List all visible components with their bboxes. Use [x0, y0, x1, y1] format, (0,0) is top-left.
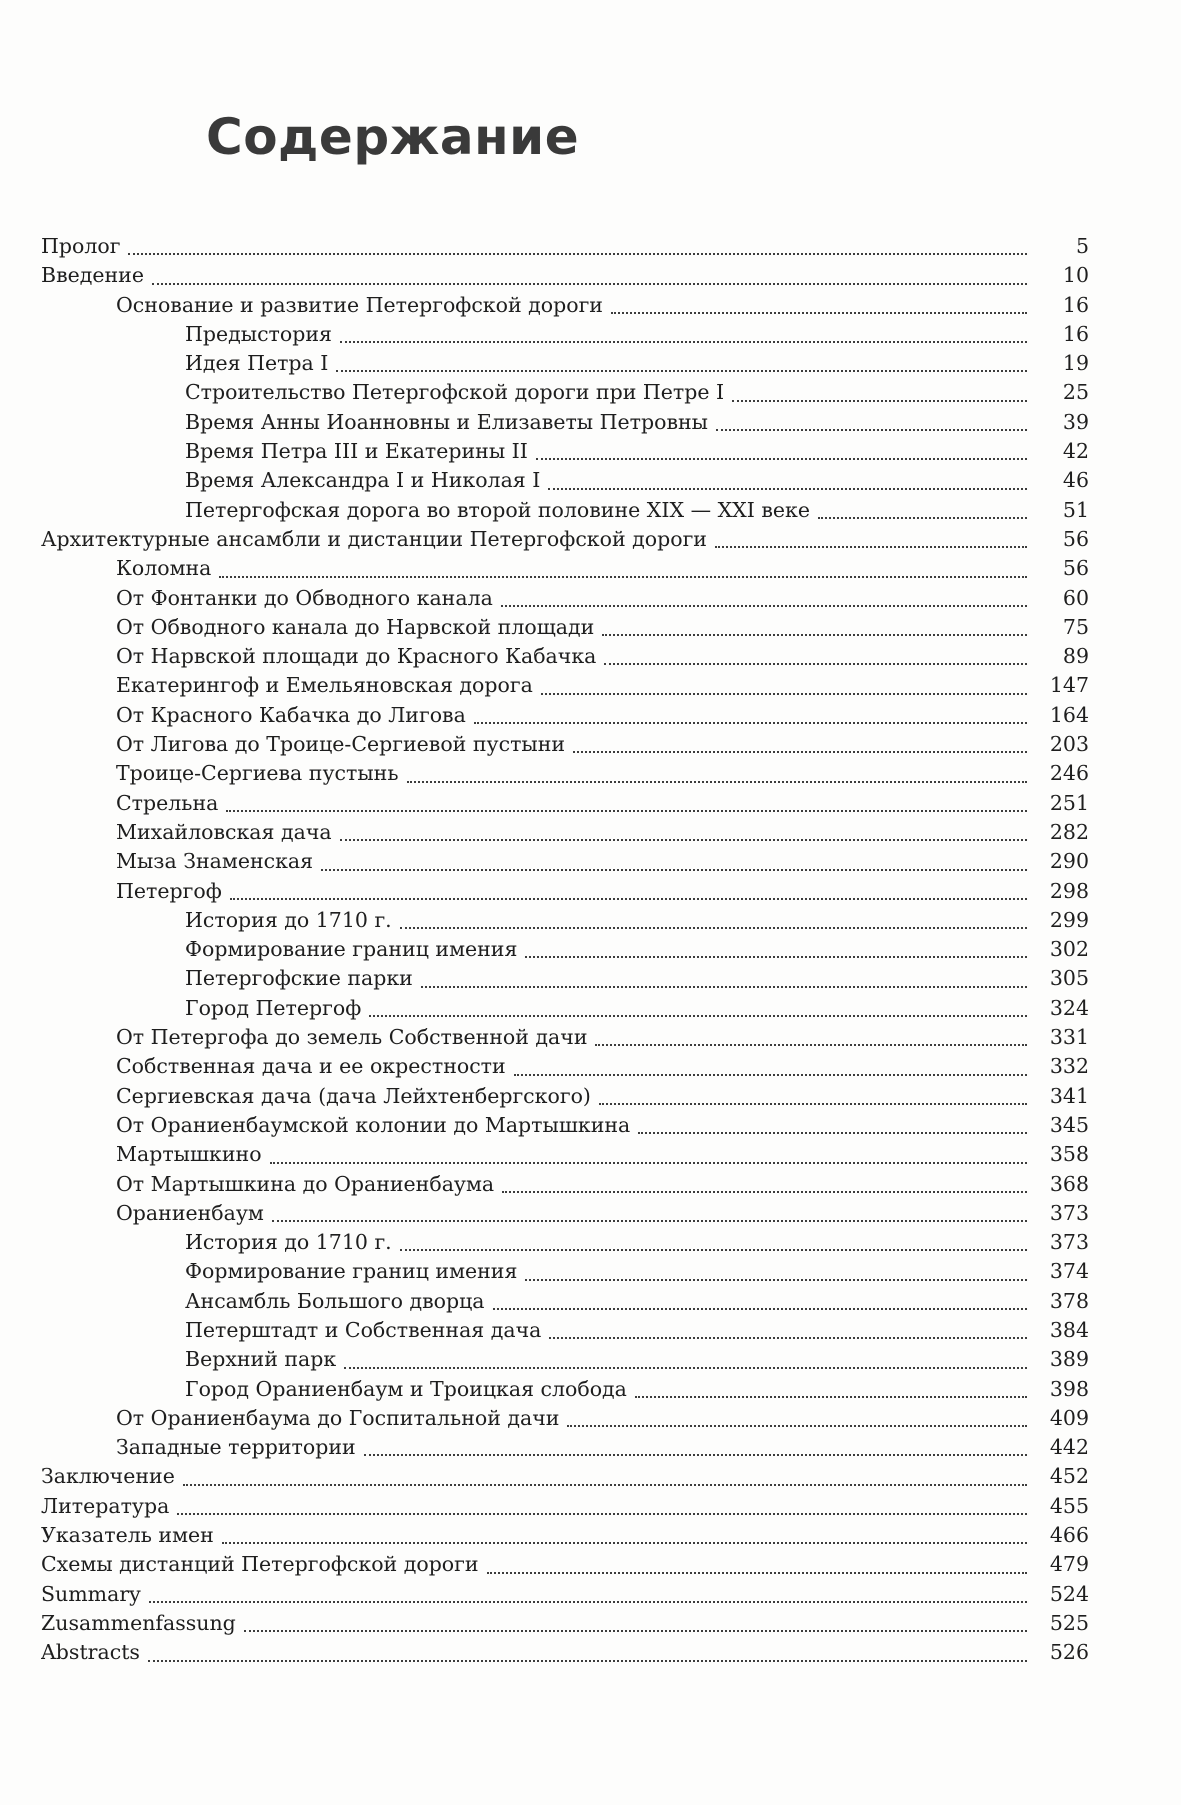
toc-entry[interactable]	[41, 349, 1089, 378]
dot-leader	[177, 1513, 1027, 1515]
toc-entry-label: Ансамбль Большого дворца	[185, 1288, 485, 1313]
dot-leader	[525, 956, 1027, 958]
toc-entry[interactable]	[41, 1433, 1089, 1462]
toc-entry[interactable]	[41, 818, 1089, 847]
dot-leader	[525, 1279, 1027, 1281]
toc-entry-page-number: 164	[1049, 702, 1089, 727]
toc-entry-page-number: 358	[1049, 1142, 1089, 1167]
toc-entry-label: От Ораниенбаума до Госпитальной дачи	[116, 1405, 560, 1430]
page-title: Содержание	[206, 108, 580, 166]
toc-entry-page-number: 5	[1075, 234, 1089, 258]
toc-entry-label: Строительство Петергофской дороги при Петре I	[185, 380, 725, 405]
dot-leader	[149, 1601, 1027, 1603]
toc-entry[interactable]	[41, 1052, 1089, 1081]
toc-entry-page-number: 89	[1062, 644, 1089, 669]
toc-entry-label: История до 1710 г.	[185, 1230, 392, 1255]
toc-entry[interactable]	[41, 847, 1089, 876]
toc-entry-label: История до 1710 г.	[185, 907, 392, 932]
dot-leader	[344, 1367, 1027, 1369]
toc-entry-label: Ораниенбаум	[116, 1200, 264, 1225]
toc-entry-label: Zusammenfassung	[41, 1610, 236, 1635]
toc-entry[interactable]	[41, 1111, 1089, 1140]
toc-entry[interactable]	[41, 437, 1089, 466]
dot-leader	[364, 1454, 1027, 1456]
toc-entry[interactable]	[41, 1375, 1089, 1404]
toc-entry-label: Литература	[41, 1493, 170, 1518]
toc-entry-label: Идея Петра I	[185, 351, 329, 376]
toc-entry-label: Указатель имен	[41, 1523, 214, 1548]
toc-entry-page-number: 332	[1049, 1054, 1089, 1079]
toc-entry-page-number: 251	[1049, 790, 1089, 815]
toc-entry[interactable]	[41, 1345, 1089, 1374]
toc-entry-page-number: 452	[1049, 1464, 1089, 1489]
toc-entry-label: Петергофская дорога во второй половине XIX — XXI веке	[185, 497, 810, 522]
toc-entry[interactable]	[41, 613, 1089, 642]
dot-leader	[340, 341, 1027, 343]
toc-entry-label: Abstracts	[41, 1640, 140, 1665]
toc-entry[interactable]	[41, 1492, 1089, 1521]
toc-entry-label: Коломна	[116, 556, 212, 581]
dot-leader	[549, 1337, 1027, 1339]
toc-entry-label: От Лигова до Троице-Сергиевой пустыни	[116, 732, 566, 757]
toc-entry-label: Сергиевская дача (дача Лейхтенбергского)	[116, 1083, 591, 1108]
dot-leader	[219, 576, 1027, 578]
toc-entry-page-number: 56	[1062, 526, 1089, 551]
dot-leader	[128, 253, 1027, 255]
toc-entry-page-number: 299	[1049, 907, 1089, 932]
dot-leader	[548, 488, 1027, 490]
toc-entry[interactable]	[41, 701, 1089, 730]
toc-entry-page-number: 39	[1062, 409, 1089, 434]
dot-leader	[421, 986, 1027, 988]
toc-entry-page-number: 56	[1062, 556, 1089, 581]
toc-entry-page-number: 42	[1062, 439, 1089, 464]
toc-entry-label: Формирование границ имения	[185, 1259, 518, 1284]
toc-entry-label: Петерштадт и Собственная дача	[185, 1317, 542, 1342]
dot-leader	[321, 869, 1027, 871]
toc-entry-page-number: 331	[1049, 1025, 1089, 1050]
toc-entry-page-number: 282	[1049, 819, 1089, 844]
toc-entry[interactable]	[41, 964, 1089, 993]
toc-entry[interactable]	[41, 1228, 1089, 1257]
dot-leader	[716, 429, 1027, 431]
toc-entry-page-number: 302	[1049, 937, 1089, 962]
toc-entry-page-number: 305	[1049, 966, 1089, 991]
toc-entry[interactable]	[41, 525, 1089, 554]
dot-leader	[222, 1542, 1027, 1544]
toc-entry-label: Пролог	[41, 234, 121, 258]
toc-entry-label: Время Александра I и Николая I	[185, 468, 541, 493]
toc-entry-label: Summary	[41, 1581, 141, 1606]
dot-leader	[272, 1220, 1027, 1222]
toc-entry-page-number: 10	[1062, 263, 1089, 288]
dot-leader	[474, 722, 1027, 724]
toc-entry[interactable]	[41, 935, 1089, 964]
toc-entry-label: От Петергофа до земель Собственной дачи	[116, 1025, 588, 1050]
toc-entry-label: От Обводного канала до Нарвской площади	[116, 614, 595, 639]
dot-leader	[493, 1308, 1027, 1310]
toc-entry[interactable]	[41, 584, 1089, 613]
toc-entry[interactable]	[41, 261, 1089, 290]
toc-entry-page-number: 442	[1049, 1435, 1089, 1460]
dot-leader	[818, 517, 1027, 519]
toc-entry-label: Михайловская дача	[116, 819, 332, 844]
toc-entry-label: Троице-Сергиева пустынь	[116, 761, 399, 786]
toc-entry-label: Архитектурные ансамбли и дистанции Петергофской дороги	[41, 526, 707, 551]
toc-entry-label: Основание и развитие Петергофской дороги	[116, 292, 603, 317]
toc-entry[interactable]	[41, 320, 1089, 349]
dot-leader	[541, 693, 1027, 695]
toc-entry-page-number: 345	[1049, 1112, 1089, 1137]
toc-entry[interactable]	[41, 642, 1089, 671]
toc-entry[interactable]	[41, 1521, 1089, 1550]
toc-entry-label: Петергофские парки	[185, 966, 413, 991]
dot-leader	[599, 1103, 1027, 1105]
dot-leader	[226, 810, 1027, 812]
toc-entry-page-number: 374	[1049, 1259, 1089, 1284]
toc-entry-label: Время Анны Иоанновны и Елизаветы Петровны	[185, 409, 708, 434]
toc-entry-label: От Красного Кабачка до Лигова	[116, 702, 466, 727]
toc-entry[interactable]	[41, 466, 1089, 495]
dot-leader	[638, 1132, 1027, 1134]
toc-entry-label: От Мартышкина до Ораниенбаума	[116, 1171, 495, 1196]
toc-entry[interactable]	[41, 730, 1089, 759]
dot-leader	[635, 1396, 1027, 1398]
toc-entry[interactable]	[41, 1257, 1089, 1286]
dot-leader	[514, 1074, 1027, 1076]
toc-entry[interactable]	[41, 1550, 1089, 1579]
dot-leader	[270, 1162, 1027, 1164]
dot-leader	[595, 1044, 1027, 1046]
toc-entry-label: От Фонтанки до Обводного канала	[116, 585, 493, 610]
toc-entry-page-number: 389	[1049, 1347, 1089, 1372]
toc-entry-page-number: 409	[1049, 1405, 1089, 1430]
toc-entry-label: Предыстория	[185, 321, 332, 346]
toc-entry-page-number: 16	[1062, 321, 1089, 346]
toc-entry[interactable]	[41, 496, 1089, 525]
toc-entry-page-number: 378	[1049, 1288, 1089, 1313]
toc-entry[interactable]	[41, 759, 1089, 788]
toc-entry-page-number: 19	[1062, 351, 1089, 376]
toc-entry[interactable]	[41, 1609, 1089, 1638]
toc-entry-label: Город Петергоф	[185, 995, 362, 1020]
toc-entry-label: Введение	[41, 263, 144, 288]
toc-entry[interactable]	[41, 1170, 1089, 1199]
dot-leader	[152, 283, 1027, 285]
dot-leader	[502, 1191, 1027, 1193]
toc-entry[interactable]	[41, 554, 1089, 583]
toc-entry-label: От Нарвской площади до Красного Кабачка	[116, 644, 597, 669]
toc-entry-label: Формирование границ имения	[185, 937, 518, 962]
toc-entry-page-number: 373	[1049, 1200, 1089, 1225]
toc-entry-page-number: 526	[1049, 1640, 1089, 1665]
toc-entry-page-number: 290	[1049, 849, 1089, 874]
toc-entry[interactable]	[41, 1316, 1089, 1345]
dot-leader	[536, 458, 1027, 460]
toc-entry-label: Стрельна	[116, 790, 219, 815]
dot-leader	[400, 927, 1027, 929]
toc-entry[interactable]	[41, 671, 1089, 700]
toc-entry-page-number: 525	[1049, 1610, 1089, 1635]
dot-leader	[611, 312, 1027, 314]
dot-leader	[230, 898, 1027, 900]
toc-entry-page-number: 147	[1049, 673, 1089, 698]
toc-entry-label: Екатерингоф и Емельяновская дорога	[116, 673, 533, 698]
toc-entry-page-number: 51	[1062, 497, 1089, 522]
table-of-contents	[41, 232, 1089, 1668]
toc-entry-label: Мыза Знаменская	[116, 849, 314, 874]
toc-entry[interactable]	[41, 408, 1089, 437]
toc-entry-label: Западные территории	[116, 1435, 356, 1460]
toc-entry-page-number: 466	[1049, 1523, 1089, 1548]
toc-entry-page-number: 16	[1062, 292, 1089, 317]
toc-entry-label: Время Петра III и Екатерины II	[185, 439, 528, 464]
toc-entry[interactable]	[41, 1580, 1089, 1609]
toc-entry[interactable]	[41, 1462, 1089, 1491]
toc-entry-page-number: 25	[1062, 380, 1089, 405]
toc-entry[interactable]	[41, 1082, 1089, 1111]
toc-entry[interactable]	[41, 994, 1089, 1023]
dot-leader	[400, 1249, 1027, 1251]
toc-entry-page-number: 298	[1049, 878, 1089, 903]
toc-entry-page-number: 246	[1049, 761, 1089, 786]
toc-entry[interactable]	[41, 1023, 1089, 1052]
toc-entry-page-number: 341	[1049, 1083, 1089, 1108]
dot-leader	[369, 1015, 1027, 1017]
toc-entry[interactable]	[41, 232, 1089, 261]
toc-entry[interactable]	[41, 378, 1089, 407]
toc-entry-page-number: 398	[1049, 1376, 1089, 1401]
dot-leader	[336, 370, 1027, 372]
dot-leader	[602, 634, 1027, 636]
toc-entry-label: Город Ораниенбаум и Троицкая слобода	[185, 1376, 627, 1401]
toc-entry-label: Мартышкино	[116, 1142, 262, 1167]
toc-entry-label: Верхний парк	[185, 1347, 337, 1372]
toc-entry[interactable]	[41, 1140, 1089, 1169]
toc-entry-label: От Ораниенбаумской колонии до Мартышкина	[116, 1112, 631, 1137]
toc-entry-page-number: 455	[1049, 1493, 1089, 1518]
toc-entry-page-number: 368	[1049, 1171, 1089, 1196]
dot-leader	[244, 1630, 1027, 1632]
toc-entry-page-number: 60	[1062, 585, 1089, 610]
dot-leader	[573, 751, 1027, 753]
dot-leader	[340, 839, 1027, 841]
toc-entry[interactable]	[41, 877, 1089, 906]
toc-entry-page-number: 46	[1062, 468, 1089, 493]
toc-entry-label: Заключение	[41, 1464, 175, 1489]
toc-entry-page-number: 203	[1049, 732, 1089, 757]
toc-entry-label: Собственная дача и ее окрестности	[116, 1054, 506, 1079]
toc-entry-page-number: 479	[1049, 1552, 1089, 1577]
toc-entry[interactable]	[41, 906, 1089, 935]
dot-leader	[604, 663, 1027, 665]
toc-entry-label: Петергоф	[116, 878, 222, 903]
toc-entry-page-number: 75	[1062, 614, 1089, 639]
dot-leader	[715, 546, 1027, 548]
toc-entry-page-number: 373	[1049, 1230, 1089, 1255]
dot-leader	[407, 781, 1028, 783]
toc-entry[interactable]	[41, 1199, 1089, 1228]
toc-entry-label: Схемы дистанций Петергофской дороги	[41, 1552, 479, 1577]
toc-entry-page-number: 384	[1049, 1317, 1089, 1342]
toc-entry-page-number: 524	[1049, 1581, 1089, 1606]
toc-entry[interactable]	[41, 291, 1089, 320]
dot-leader	[487, 1572, 1027, 1574]
dot-leader	[732, 400, 1027, 402]
toc-entry[interactable]	[41, 1404, 1089, 1433]
dot-leader	[148, 1660, 1027, 1662]
dot-leader	[183, 1484, 1027, 1486]
dot-leader	[567, 1425, 1027, 1427]
toc-entry-page-number: 324	[1049, 995, 1089, 1020]
toc-entry[interactable]	[41, 1638, 1089, 1667]
toc-entry[interactable]	[41, 1287, 1089, 1316]
toc-entry[interactable]	[41, 789, 1089, 818]
dot-leader	[501, 605, 1027, 607]
